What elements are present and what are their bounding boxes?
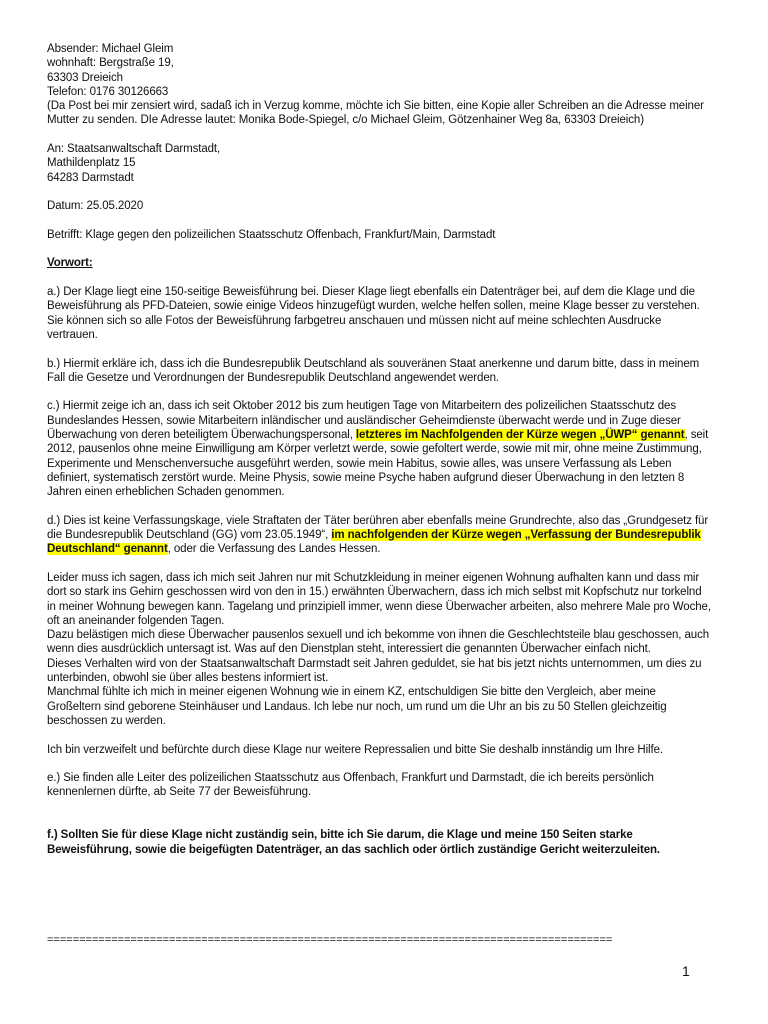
letter-subject: Betrifft: Klage gegen den polizeilichen Staatsschutz Offenbach, Frankfurt/Main, Darmstadt	[47, 228, 496, 241]
page-number: 1	[682, 963, 690, 979]
highlight-uewp: letzteres im Nachfolgenden der Kürze wegen „ÜWP“ genannt	[355, 429, 685, 442]
paragraph-a: a.) Der Klage liegt eine 150-seitige Beweisführung bei. Dieser Klage liegt ebenfalls ein Datenträger bei, auf dem die Klage und die Beweisführung als PFD-Dateien, sowie einige Videos hinzugefügt wurden, welche helfen sollen, meine Klage besser zu verstehen. Sie können sich so alle Fotos der Beweisführung farbgetreu anschauen und müssen nicht auf meine schlechten Ausdrucke vertrauen.	[47, 286, 700, 341]
sender-city: 63303 Dreieich	[47, 71, 123, 84]
recipient-street: Mathildenplatz 15	[47, 157, 136, 170]
letter-date: Datum: 25.05.2020	[47, 200, 144, 213]
sender-name: Absender: Michael Gleim	[47, 43, 174, 55]
paragraph-protection: Leider muss ich sagen, dass ich mich seit Jahren nur mit Schutzkleidung in meiner eigenen Wohnung aufhalten kann und dass mir dort so stark ins Gehirn geschossen wird von den in 15.) erwähnten Überwachern, dass ich mich selbst mit Kopfschutz nur torkelnd in meiner Wohnung bewegen kann. Tagelang und prinzipiell immer, wenn diese Überwacher arbeiten, also mehrere Male pro Woche, oft an aneinander folgenden Tagen.	[47, 571, 711, 627]
paragraph-c-text-1: c.) Hiermit zeige ich an, dass ich seit Oktober 2012 bis zum heutigen Tage von Mitarbeitern des polizeilichen Staatsschutz des Bundeslandes Hessen, sowie Mitarbeitern inländischer und ausländischer Geheimdienste überwacht werde und in Zuge dieser Überwachung von deren beteiligtem Überwachungspersonal,	[47, 400, 681, 442]
recipient-city: 64283 Darmstadt	[47, 171, 134, 184]
paragraph-c	[47, 399, 712, 499]
paragraph-c-text-2: , seit 2012, pausenlos ohne meine Einwilligung am Körper verletzt werde, sowie gefoltert werde, sowie mit mir, ohne meine Zustimmung, Experimente und Menschenversuche ausgeführt werden, sowie mein Habitus, sowie alles, was unsere Verfassung als Leben definiert, systematisch zerstört wurde. Meine Physis, sowie meine Psyche haben aufgrund dieser Überwachung in den letzten 8 Jahren einen erheblichen Schaden genommen.	[47, 429, 709, 499]
sender-street: wohnhaft: Bergstraße 19,	[47, 57, 174, 70]
paragraph-d-text-1: d.) Dies ist keine Verfassungskage, viele Straftaten der Täter berühren aber ebenfalls meine Grundrechte, also das „Grundgesetz für die Bundesrepublik Deutschland (GG) vom 23.05.1949“,	[47, 514, 709, 542]
paragraph-desperate: Ich bin verzweifelt und befürchte durch diese Klage nur weitere Repressalien und bitte Sie deshalb innständig um Ihre Hilfe.	[47, 743, 663, 756]
paragraph-harassment: Dazu belästigen mich diese Überwacher pausenlos sexuell und ich bekomme von ihnen die Geschlechtsteile blau geschossen, auch wenn dies ausdrücklich untersagt ist. Was auf den Dienstplan steht, interessiert die genannten Überwacher einfach nicht.	[47, 629, 710, 656]
section-heading: Vorwort:	[47, 257, 93, 270]
paragraph-f: f.) Sollten Sie für diese Klage nicht zuständig sein, bitte ich Sie darum, die Klage und meine 150 Seiten starke Beweisführung, sowie die beigefügten Datenträger, an das sachlich oder örtlich zuständige Gericht weiterzuleiten.	[47, 829, 661, 856]
paragraph-e: e.) Sie finden alle Leiter des polizeilichen Staatsschutz aus Offenbach, Frankfurt und Darmstadt, die ich bereits persönlich kennenlernen dürfte, ab Seite 77 der Beweisführung.	[47, 772, 654, 799]
paragraph-d	[47, 514, 712, 557]
separator-line: ========================================================================================	[47, 934, 613, 946]
paragraph-kz: Manchmal fühlte ich mich in meiner eigenen Wohnung wie in einem KZ, entschuldigen Sie bitte den Vergleich, aber meine Großeltern sind geborene Steinhäuser und Landaus. Ich lebe nur noch, um rund um die Uhr an bis zu 50 Stellen gleichzeitig beschossen zu werden.	[47, 686, 667, 727]
paragraph-b: b.) Hiermit erkläre ich, dass ich die Bundesrepublik Deutschland als souveränen Staat anerkenne und darum bitte, dass in meinem Fall die Gesetze und Verordnungen der Bundesrepublik Deutschland angewendet werden.	[47, 357, 700, 384]
paragraph-d-text-2: , oder die Verfassung des Landes Hessen.	[167, 543, 381, 556]
sender-phone: Telefon: 0176 30126663	[47, 85, 169, 98]
paragraph-prosecutor: Dieses Verhalten wird von der Staatsanwaltschaft Darmstadt seit Jahren geduldet, sie hat bis jetzt nichts unternommen, um dies zu unterbinden, obwohl sie über alles bestens informiert ist.	[47, 657, 702, 685]
highlight-verfassung: im nachfolgenden der Kürze wegen „Verfassung der Bundesrepublik Deutschland“ genannt	[47, 529, 701, 556]
letter-body	[47, 42, 712, 857]
sender-note: (Da Post bei mir zensiert wird, sadaß ich in Verzug komme, möchte ich Sie bitten, eine Kopie aller Schreiben an die Adresse meiner Mutter zu senden. DIe Adresse lautet: Monika Bode-Spiegel, c/o Michael Gleim, Götzenhainer Weg 8a, 63303 Dreieich)	[47, 100, 704, 127]
recipient-name: An: Staatsanwaltschaft Darmstadt,	[47, 143, 221, 156]
